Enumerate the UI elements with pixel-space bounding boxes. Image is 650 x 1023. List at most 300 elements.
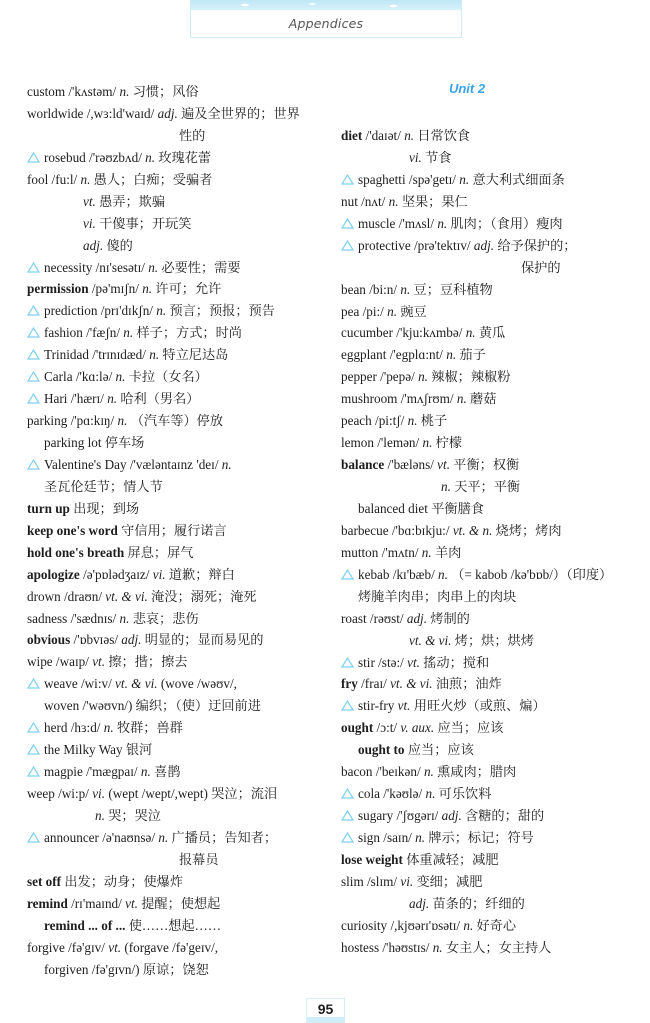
headword: set off (27, 873, 62, 889)
entry-text: the Milky Way 银河 (44, 742, 153, 758)
part-of-speech: n. (463, 917, 474, 933)
triangle-marker-icon (27, 323, 40, 334)
entry-text: 辣椒；辣椒粉 (427, 369, 511, 385)
entry-text: 油煎；油炸 (432, 676, 502, 692)
part-of-speech: vt. (108, 939, 122, 955)
vocabulary-line (341, 388, 646, 410)
entry-text: mushroom /'mʌʃrʊm/ (341, 391, 457, 407)
entry-text: (wove /wəʊv/, (157, 676, 237, 692)
vocabulary-line (341, 125, 646, 147)
entry-text: prediction /prɪ'dɪkʃn/ (44, 303, 157, 319)
part-of-speech: n. (441, 479, 451, 494)
headword: turn up (27, 500, 70, 516)
entry-text: 牌示；标记；符号 (425, 830, 534, 845)
entry-text: woven /'wəʊvn/) 编织；（使）迂回前进 (44, 698, 261, 714)
entry-text: peach /pi:tʃ/ (341, 413, 408, 429)
part-of-speech: n. (221, 456, 232, 472)
left-column-vocabulary (27, 81, 327, 980)
part-of-speech: n. (142, 281, 153, 297)
part-of-speech: n. (123, 325, 134, 341)
entry-text: 好奇心 (473, 917, 517, 933)
triangle-marker-icon (27, 389, 40, 400)
entry-text: /'bæləns/ (384, 457, 438, 473)
entry-text: Carla /'kɑ:lə/ (44, 369, 116, 385)
headword: ought (341, 720, 374, 736)
vocabulary-line (27, 564, 327, 586)
vocabulary-line (341, 432, 646, 454)
running-header (190, 0, 462, 38)
triangle-marker-icon (341, 214, 354, 225)
entry-text: 哭；哭泣 (104, 807, 161, 823)
part-of-speech: vt. (92, 654, 106, 670)
entry-text: drown /draʊn/ (27, 588, 106, 604)
triangle-marker-icon (27, 367, 40, 378)
entry-text: 悲哀；悲伤 (129, 610, 199, 626)
part-of-speech: n. (156, 303, 167, 319)
part-of-speech: adj. (121, 632, 142, 648)
entry-text: muscle /'mʌsl/ (358, 215, 438, 231)
vocabulary-line (341, 695, 646, 717)
entry-text: sign /saɪn/ (358, 830, 416, 845)
entry-text: 预言；预报；预告 (166, 303, 275, 319)
entry-text: 意大利式细面条 (469, 171, 565, 187)
vocabulary-line (27, 783, 327, 805)
vocabulary-line (27, 432, 327, 454)
entry-text: announcer /ə'naʊnsə/ (44, 829, 159, 845)
vocabulary-line (27, 213, 327, 235)
part-of-speech: n. (103, 720, 114, 736)
entry-text: 守信用；履行诺言 (117, 522, 227, 538)
entry-text: 使……想起…… (125, 917, 222, 933)
entry-text: /fraɪ/ (357, 676, 391, 692)
entry-text: wipe /waɪp/ (27, 654, 93, 670)
vocabulary-line (27, 937, 327, 959)
part-of-speech: n. (465, 325, 476, 341)
vocabulary-line (341, 366, 646, 388)
triangle-marker-icon (341, 236, 354, 247)
vocabulary-line (27, 454, 327, 476)
part-of-speech: vt. (125, 895, 138, 911)
vocabulary-line (27, 827, 327, 849)
part-of-speech: vi. (152, 566, 166, 582)
vocabulary-line (27, 717, 327, 739)
vocabulary-line (27, 673, 327, 695)
vocabulary-line (27, 915, 327, 937)
part-of-speech: n. (148, 259, 159, 275)
entry-text: 日常饮食 (414, 128, 471, 143)
entry-text: parking /'pɑ:kɪŋ/ (27, 413, 118, 429)
headword: apologize (27, 566, 80, 582)
entry-text: barbecue /'bɑ:bɪkju:/ (341, 522, 453, 538)
vocabulary-line (341, 761, 646, 783)
entry-text: pepper /'pepə/ (341, 369, 419, 385)
vocabulary-line (341, 893, 646, 915)
vocabulary-line (27, 498, 327, 520)
part-of-speech: n. (404, 128, 415, 143)
part-of-speech: n. (438, 566, 448, 582)
vocabulary-line (27, 388, 327, 410)
headword: remind (27, 895, 68, 911)
headword: hold one's breath (27, 544, 125, 560)
part-of-speech: n. (119, 610, 130, 626)
vocabulary-line (27, 651, 327, 673)
vocabulary-line (27, 608, 327, 630)
entry-text: 用旺火炒（或煎、煸） (410, 698, 546, 714)
entry-text: stir /stə:/ (358, 654, 408, 670)
part-of-speech: vt. (407, 654, 420, 670)
part-of-speech: n. (149, 347, 160, 363)
vocabulary-line (27, 344, 327, 366)
vocabulary-line (341, 498, 646, 520)
entry-text: 淹没；溺死；淹死 (147, 588, 257, 604)
entry-text: /'ɒbvɪəs/ (70, 632, 122, 648)
part-of-speech: vt. & vi. (105, 588, 148, 604)
vocabulary-line (341, 344, 646, 366)
vocabulary-line (341, 849, 646, 871)
headword: lose weight (341, 851, 403, 867)
entry-text: 给予保护的； (494, 237, 577, 253)
entry-text: 烤腌羊肉串；肉串上的肉块 (358, 588, 517, 604)
vocabulary-line (27, 257, 327, 279)
part-of-speech: adj. (83, 237, 104, 253)
entry-text: pea /pi:/ (341, 303, 388, 319)
vocabulary-line (27, 739, 327, 761)
entry-text: 可乐饮料 (435, 786, 492, 802)
entry-text: 天平；平衡 (450, 479, 521, 494)
entry-text: 柠檬 (432, 435, 463, 451)
entry-text: （= kabob /kə'bɒb/）（印度） (447, 566, 613, 582)
part-of-speech: n. (388, 193, 399, 209)
entry-text: 干傻事；开玩笑 (95, 215, 192, 231)
entry-text: 牧群；兽群 (113, 720, 183, 736)
entry-text: protective /prə'tektɪv/ (358, 237, 474, 253)
entry-text: 哈利（男名） (117, 391, 200, 407)
entry-text: 性的 (179, 127, 206, 143)
triangle-marker-icon (27, 762, 40, 773)
vocabulary-line (27, 191, 327, 213)
vocabulary-line (27, 278, 327, 300)
vocabulary-line (341, 871, 646, 893)
entry-text: /pə'mɪʃn/ (88, 281, 143, 297)
entry-text: weep /wi:p/ (27, 786, 93, 801)
entry-text: Valentine's Day /'væləntaɪnz 'deɪ/ (44, 456, 222, 472)
triangle-marker-icon (341, 696, 354, 707)
page-number: 95 (306, 998, 345, 1023)
headword: remind ... of ... (44, 917, 126, 933)
entry-text: 熏咸肉；腊肉 (433, 764, 517, 780)
vocabulary-line (27, 410, 327, 432)
header-decoration (191, 0, 461, 10)
entry-text: herd /hɜ:d/ (44, 720, 104, 736)
entry-text: 提醒；使想起 (137, 895, 221, 911)
entry-text: 出发；动身；使爆炸 (61, 873, 184, 889)
vocabulary-line (341, 322, 646, 344)
entry-text: 搖动；搅和 (419, 654, 490, 670)
part-of-speech: n. (423, 764, 434, 780)
triangle-marker-icon (27, 301, 40, 312)
entry-text: (wept /wept/,wept) 哭泣；流泪 (105, 786, 278, 801)
triangle-marker-icon (341, 784, 354, 795)
unit-heading: Unit 2 (448, 81, 486, 96)
part-of-speech: n. (415, 830, 426, 845)
entry-text: 明显的；显而易见的 (141, 632, 264, 648)
entry-text: 女主人；女主持人 (442, 939, 552, 955)
entry-text: sadness /'sædnɪs/ (27, 610, 120, 626)
triangle-marker-icon (27, 828, 40, 839)
entry-text: forgive /fə'gɪv/ (27, 939, 109, 955)
vocabulary-line (27, 893, 327, 915)
vocabulary-line (27, 103, 327, 125)
part-of-speech: n. (107, 391, 118, 407)
vocabulary-line (27, 476, 327, 498)
entry-text: 茄子 (456, 347, 486, 363)
vocabulary-line (27, 542, 327, 564)
vocabulary-line (341, 257, 646, 279)
entry-text: 卡拉（女名） (125, 369, 208, 385)
vocabulary-line (341, 279, 646, 301)
entry-text: bean /bi:n/ (341, 281, 401, 297)
triangle-marker-icon (341, 653, 354, 664)
part-of-speech: vt. (397, 698, 411, 714)
vocabulary-line (341, 147, 646, 169)
triangle-marker-icon (341, 806, 354, 817)
entry-text: cucumber /'kju:kʌmbə/ (341, 325, 466, 341)
part-of-speech: n. (421, 544, 432, 560)
entry-text: necessity /nɪ'sesətɪ/ (44, 259, 149, 275)
vocabulary-line (341, 827, 646, 849)
part-of-speech: n. (117, 413, 128, 429)
entry-text: 愚弄；欺骗 (95, 193, 166, 209)
entry-text: 烤；烘；烘烤 (451, 632, 534, 648)
part-of-speech: n. (418, 369, 428, 385)
part-of-speech: n. (115, 369, 126, 385)
vocabulary-line (27, 81, 327, 103)
vocabulary-line (27, 235, 327, 257)
vocabulary-line (27, 805, 327, 827)
vocabulary-line (27, 586, 327, 608)
vocabulary-line (27, 629, 327, 651)
entry-text: 玫瑰花蕾 (155, 149, 212, 165)
entry-text: nut /nʌt/ (341, 193, 389, 209)
entry-text: 坚果；果仁 (398, 193, 468, 209)
entry-text: 豌豆 (397, 303, 427, 319)
entry-text: fashion /'fæʃn/ (44, 325, 124, 341)
vocabulary-line (341, 915, 646, 937)
triangle-marker-icon (27, 718, 40, 729)
entry-text: Trinidad /'trɪnɪdæd/ (44, 347, 150, 363)
part-of-speech: adj. (473, 237, 495, 253)
vocabulary-line (341, 673, 646, 695)
vocabulary-line (27, 300, 327, 322)
part-of-speech: n. (145, 149, 156, 165)
vocabulary-line (341, 301, 646, 323)
headword: ought to (358, 742, 405, 758)
vocabulary-line (341, 520, 646, 542)
vocabulary-line (27, 125, 327, 147)
vocabulary-line (341, 213, 646, 235)
vocabulary-line (341, 410, 646, 432)
entry-text: 圣瓦伦廷节；情人节 (44, 478, 163, 494)
part-of-speech: adj. (157, 105, 178, 121)
entry-text: 蘑菇 (466, 391, 497, 407)
part-of-speech: vi. (83, 215, 96, 231)
part-of-speech: n. (456, 391, 467, 407)
entry-text: 应当；应该 (404, 742, 474, 758)
entry-text: spaghetti /spə'getɪ/ (358, 171, 460, 187)
entry-text: 平衡；权衡 (450, 457, 520, 473)
vocabulary-line (341, 652, 646, 674)
entry-text: 道歉；辩白 (165, 566, 235, 582)
vocabulary-line (341, 454, 646, 476)
entry-text: /'daɪət/ (362, 128, 405, 143)
triangle-marker-icon (27, 258, 40, 269)
entry-text: 羊肉 (431, 544, 462, 560)
entry-text: /ɔ:t/ (373, 720, 401, 736)
vocabulary-line (341, 542, 646, 564)
entry-text: mutton /'mʌtn/ (341, 544, 422, 560)
part-of-speech: n. (140, 764, 151, 780)
headword: obvious (27, 632, 71, 648)
vocabulary-line (341, 191, 646, 213)
header-title: Appendices (288, 16, 364, 31)
part-of-speech: adj. (409, 895, 430, 911)
vocabulary-line (341, 235, 646, 257)
entry-text: /rɪ'maɪnd/ (67, 895, 126, 911)
headword: diet (341, 128, 363, 143)
entry-text: 肌肉；（食用）瘦肉 (447, 215, 563, 231)
entry-text: roast /rəʊst/ (341, 610, 407, 626)
part-of-speech: vi. (92, 786, 106, 801)
entry-text: lemon /'lemən/ (341, 435, 423, 451)
entry-text: 豆；豆科植物 (410, 281, 493, 297)
part-of-speech: vt. & vi. (409, 632, 452, 648)
entry-text: 广播员；告知者； (168, 829, 278, 845)
vocabulary-line (341, 783, 646, 805)
headword: balance (341, 457, 385, 473)
vocabulary-line (27, 871, 327, 893)
entry-text: worldwide /,wɜ:ld'waɪd/ (27, 105, 158, 121)
part-of-speech: adj. (406, 610, 427, 626)
part-of-speech: n. (400, 281, 411, 297)
entry-text: 烤制的 (427, 610, 470, 626)
triangle-marker-icon (341, 170, 354, 181)
vocabulary-line (27, 761, 327, 783)
part-of-speech: n. (437, 215, 448, 231)
entry-text: 桃子 (417, 413, 448, 429)
entry-text: bacon /'beɪkən/ (341, 764, 424, 780)
entry-text: 喜鹊 (150, 764, 181, 780)
part-of-speech: n. (459, 171, 470, 187)
entry-text: 遍及全世界的；世界 (177, 105, 300, 121)
part-of-speech: vi. (409, 149, 422, 165)
entry-text: cola /'kəʊlə/ (358, 786, 426, 802)
part-of-speech: n. (119, 84, 130, 99)
triangle-marker-icon (341, 828, 354, 839)
vocabulary-line (27, 147, 327, 169)
entry-text: 傻的 (103, 237, 133, 253)
entry-text: weave /wi:v/ (44, 676, 116, 692)
vocabulary-line (27, 366, 327, 388)
vocabulary-line (341, 805, 646, 827)
entry-text: curiosity /,kjʊərɪ'ɒsətɪ/ (341, 917, 464, 933)
triangle-marker-icon (27, 455, 40, 466)
triangle-marker-icon (27, 345, 40, 356)
entry-text: magpie /'mægpaɪ/ (44, 764, 141, 780)
entry-text: 体重减轻；减肥 (402, 851, 499, 867)
entry-text: （汽车等）停放 (127, 413, 224, 429)
part-of-speech: n. (432, 939, 443, 955)
entry-text: 黄瓜 (475, 325, 506, 341)
right-column-vocabulary (341, 125, 646, 959)
vocabulary-line (27, 520, 327, 542)
part-of-speech: n. (80, 171, 91, 187)
entry-text: parking lot 停车场 (44, 435, 145, 450)
part-of-speech: vt. (437, 457, 450, 473)
vocabulary-line (27, 959, 327, 981)
part-of-speech: n. (387, 303, 398, 319)
entry-text: custom /'kʌstəm/ (27, 84, 120, 99)
part-of-speech: v. aux. (400, 720, 435, 736)
part-of-speech: vt. (83, 193, 96, 209)
entry-text: 应当；应该 (434, 720, 504, 736)
entry-text: eggplant /'egplɑ:nt/ (341, 347, 447, 363)
entry-text: rosebud /'rəʊzbʌd/ (44, 149, 146, 165)
entry-text: 屏息；屏气 (124, 544, 194, 560)
part-of-speech: vt. & n. (452, 522, 493, 538)
entry-text: 变细；减肥 (413, 873, 483, 889)
entry-text: kebab /kɪ'bæb/ (358, 566, 439, 582)
triangle-marker-icon (27, 674, 40, 685)
entry-text: /ə'pɒlədʒaɪz/ (79, 566, 153, 582)
headword: keep one's word (27, 522, 118, 538)
vocabulary-line (341, 630, 646, 652)
triangle-marker-icon (341, 565, 354, 576)
entry-text: 擦；揩；擦去 (105, 654, 188, 670)
part-of-speech: vt. & vi. (115, 676, 158, 692)
entry-text: Hari /'hærɪ/ (44, 391, 108, 407)
vocabulary-line (341, 937, 646, 959)
part-of-speech: n. (158, 829, 169, 845)
entry-text: hostess /'həʊstɪs/ (341, 939, 433, 955)
entry-text: 节食 (421, 149, 452, 165)
entry-text: stir-fry (358, 698, 398, 714)
entry-text: sugary /'ʃʊgərɪ/ (358, 808, 442, 824)
vocabulary-line (341, 608, 646, 630)
part-of-speech: n. (446, 347, 457, 363)
entry-text: 保护的 (521, 259, 561, 275)
entry-text: 含糖的；甜的 (461, 808, 545, 824)
part-of-speech: n. (407, 413, 418, 429)
part-of-speech: vi. (400, 873, 414, 889)
entry-text: forgiven /fə'gɪvn/) 原谅；饶恕 (44, 961, 209, 977)
triangle-marker-icon (27, 740, 40, 751)
entry-text: 烧烤；烤肉 (492, 522, 562, 538)
entry-text: 特立尼达岛 (159, 347, 229, 363)
vocabulary-line (27, 322, 327, 344)
entry-text: 许可；允许 (152, 281, 222, 297)
triangle-marker-icon (27, 148, 40, 159)
vocabulary-line (341, 586, 646, 608)
headword: fry (341, 676, 358, 692)
part-of-speech: n. (422, 435, 433, 451)
entry-text: fool /fu:l/ (27, 171, 81, 187)
vocabulary-line (27, 169, 327, 191)
part-of-speech: vt. & vi. (390, 676, 433, 692)
entry-text: 出现；到场 (69, 500, 140, 516)
entry-text: slim /slɪm/ (341, 873, 401, 889)
entry-text: 报幕员 (179, 851, 219, 867)
part-of-speech: n. (425, 786, 436, 802)
